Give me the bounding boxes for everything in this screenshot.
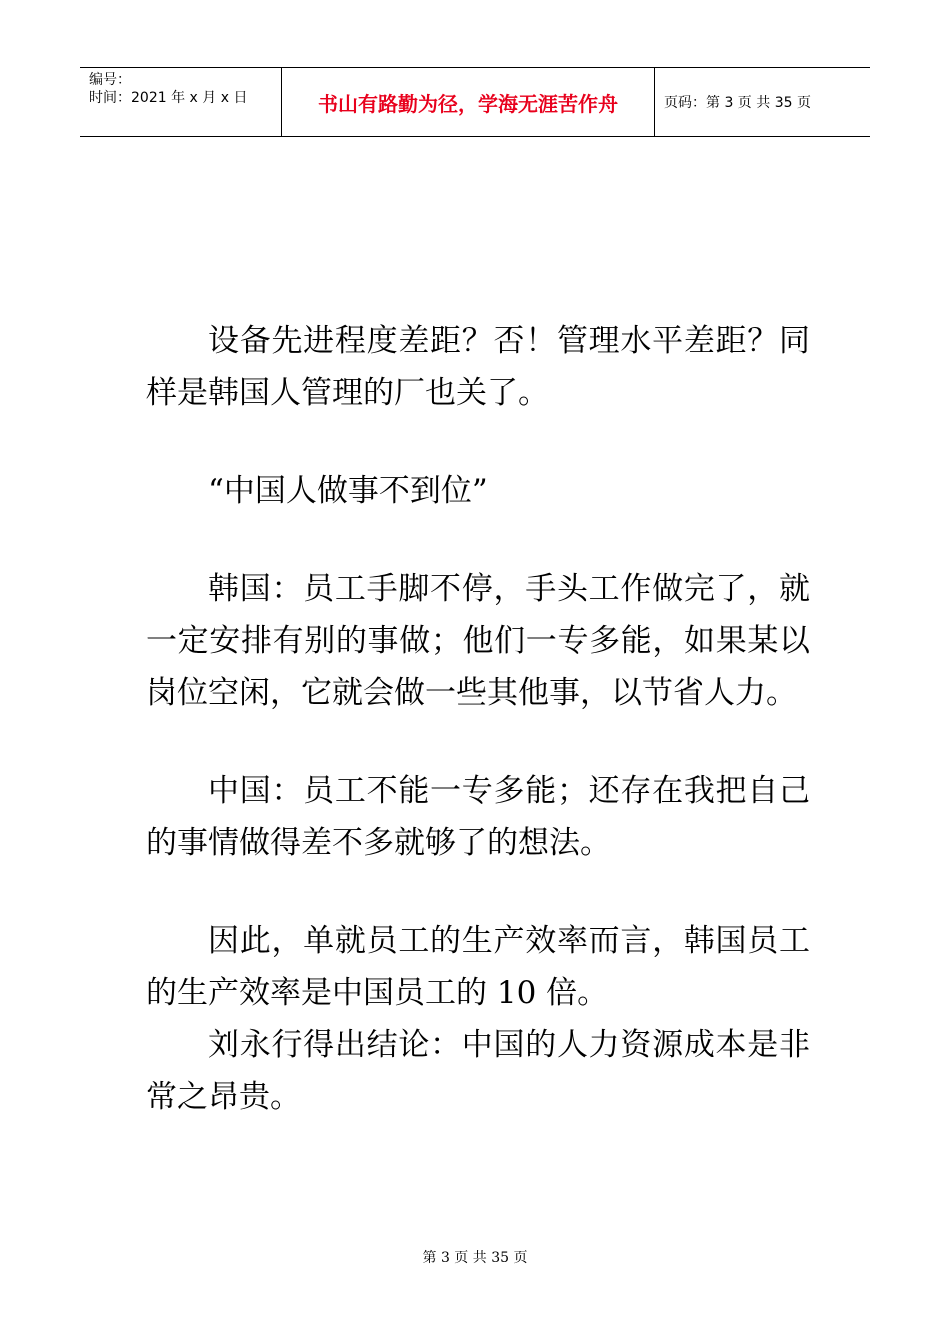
header-motto-cell xyxy=(282,68,655,136)
paragraph-conclusion: 刘永行得出结论：中国的人力资源成本是非常之昂贵。 xyxy=(146,1027,810,1115)
paragraph-china: 中国：员工不能一专多能；还存在我把自己的事情做得差不多就够了的想法。 xyxy=(146,773,810,861)
paragraph-efficiency: 因此，单就员工的生产效率而言，韩国员工的生产效率是中国员工的 10 倍。 xyxy=(146,923,810,1011)
serial-label: 编号： xyxy=(89,72,131,88)
time-label: 时间：2021 年 x 月 x 日 xyxy=(89,90,248,106)
page-footer: 第 3 页 共 35 页 xyxy=(422,1250,528,1266)
paragraph-korea: 韩国：员工手脚不停，手头工作做完了，就一定安排有别的事做；他们一专多能，如果某以岗位空闲，它就会做一些其他事，以节省人力。 xyxy=(146,571,810,711)
paragraph-quote-heading: “中国人做事不到位” xyxy=(208,473,488,509)
motto-text: 书山有路勤为径，学海无涯苦作舟 xyxy=(318,91,618,116)
paragraph-equipment-gap: 设备先进程度差距？否！管理水平差距？同样是韩国人管理的厂也关了。 xyxy=(146,323,810,411)
page-code: 页码：第 3 页 共 35 页 xyxy=(664,95,811,111)
header-info-cell xyxy=(80,68,282,136)
page-header xyxy=(80,67,870,137)
document-body xyxy=(146,315,810,1123)
header-page-cell xyxy=(655,68,870,136)
